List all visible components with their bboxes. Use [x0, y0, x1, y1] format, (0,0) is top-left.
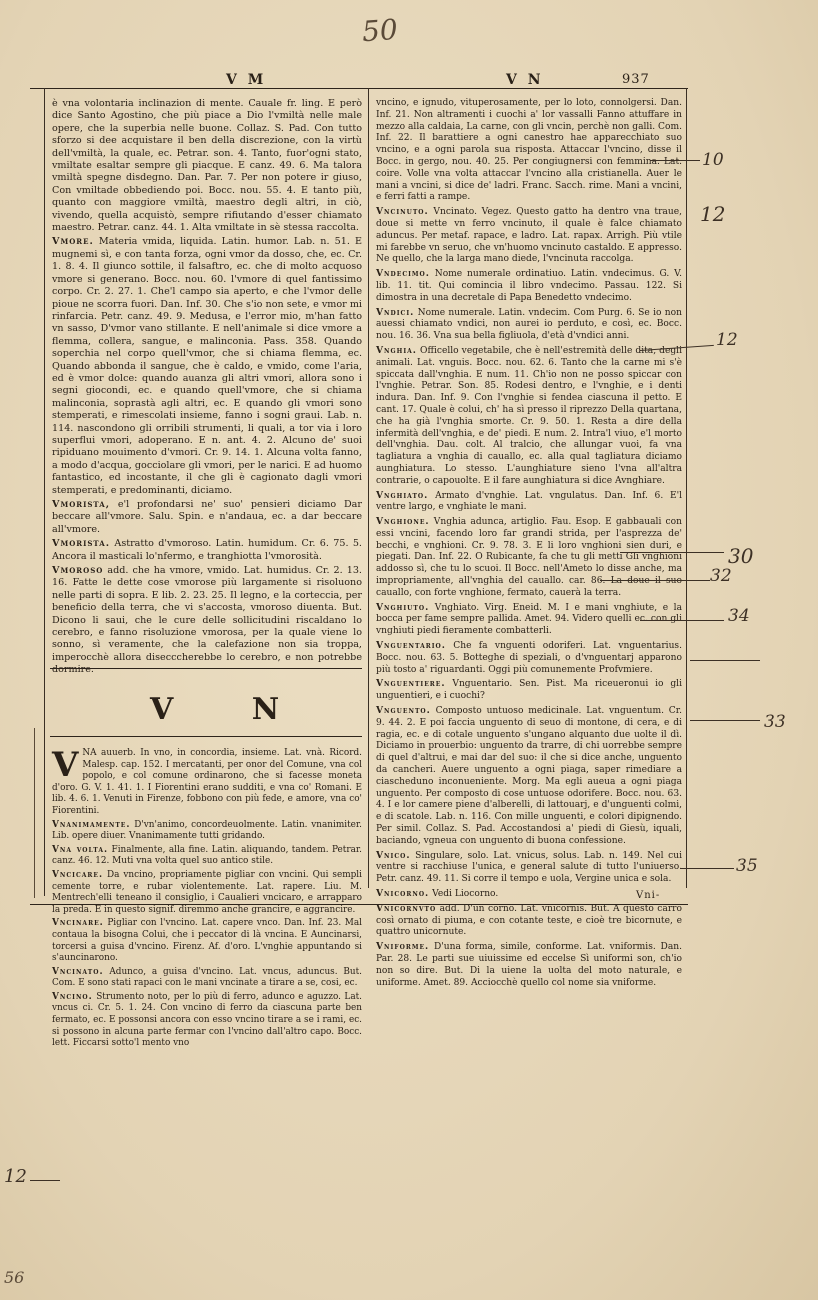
section-rule-bottom [50, 736, 362, 737]
margin-note: 30 [728, 544, 754, 568]
headword: Vnicornvto [376, 902, 437, 914]
entry [52, 745, 362, 818]
entry-text: Da vncino, propriamente pigliar con vncini. Qui sempli cemente torre, e rubar violentemente. Lat. rapere. Liu. M. Mentrech'elli teneano il consiglio, i Caualieri vncicaro, e arrapparo la preda. E in questo signif. diremmo anche grancire, e aggrancire. [52, 869, 362, 915]
left-frame-rule [44, 88, 45, 896]
headword: Vnghione. [376, 516, 430, 528]
headword: Vndici. [376, 306, 415, 318]
entry-text: Materia vmida, liquida. Latin. humor. Lab. n. 51. E mugnemi sì, e con tanta forza, ogni vmor da dosso, che, ec. Cr. 1. 8. 4. Il giunco sottile, il falsaftro, ec. che di molto acquoso vmore si generano. Bocc. nou. 60. l'vmore di quel fantissimo corpo. Cr. 2. 27. 1. Che'l campo sia aperto, e che l'vmor delle pioue ne scorra fuori. Dan. Inf. 30. Che s'io non sete, e vmor mi rinfarcia. Petr. canz. 49. 9. Medusa, e l'error mio, m'han fatto vn sasso, D'vmor vano stillante. E nell'animale si dice vmore a flemma, collera, sangue, e malinconia. Pass. 358. Quando soperchia nel corpo quell'vmor, che si chiama flemma, ec. Quando abbonda il sangue, che è caldo, e vmido, come l'aria, ed è vmor dolce: quando auanza gli altri vmori, allora sono i segni giocondi, ec. e quando quell'vmore, che si chiama malinconia, soprastà agli altri, ec. E quando gli vmori sono stemperati, e rimescolati insieme, fanno i sogni graui. Lab. n. 114. nascondono gli orribili strumenti, li quali, a tor via i loro superflui vmori, adoperano. E n. ant. 4. 2. Alcuno de' suoi ripiduano mouimento d'vmori. Cr. 9. 14. 1. Alcuna volta fanno, a modo d'acqua, gocciolare gli vmori, per le narici. E ad huomo fantastico, ed incostante, il che gli è cagionato dagli vmori stemperati, e predominanti, diciamo. [52, 236, 362, 496]
entry [52, 845, 362, 868]
entry [52, 918, 362, 964]
entry-text: vncino, e ignudo, vituperosamente, per lo loto, connolgersi. Dan. Inf. 21. Non altramenti i cuochi a' lor vassalli Fanno attuffare in mezzo alla caldaia, La carne, con gli vncin, perchè non galli. Com. Inf. 22. Il barattiere a ogni canestro hae apparecchiato suo vncino, e a ogni parola sua risposta. Attaccar l'vncino, disse il Bocc. in gergo, nou. 40. 25. Per congiugnersi con femmina. Lat. coire. Volle vna volta attaccar l'vncino alla cristianella. Auer le mani a vncini, si dice de' ladri. Franc. Sacch. rime. Mani a vncini, e ferri fatti a rampe. [376, 98, 682, 203]
entry-text: add. D'un corno. Lat. vnicornis. But. A questo carro così ornato di piuma, e con cotante teste, e cioè tre bicornute, e quattro unicornute. [376, 903, 682, 938]
entry [52, 967, 362, 990]
entry-text: D'una forma, simile, conforme. Lat. vniformis. Dan. Par. 28. Le parti sue uiuissime ed eccelse Sì uniformi son, ch'io non so dire. But. Di la uiene la uolta del moto naturale, e uniforme. Amet. 89. Acciocchè quello col nome sia vniforme. [376, 942, 682, 988]
headword: Vnguentiere. [376, 678, 446, 690]
section-rule-top [50, 668, 362, 669]
headword: Vnghia. [376, 344, 417, 356]
margin-pointer-line [640, 620, 724, 621]
margin-note: 12 [716, 330, 738, 350]
entry-text: e'l profondarsi ne' suo' pensieri diciamo Dar beccare all'vmore. Salu. Spin. e n'andaua, ec. a dar beccare all'vmore. [52, 499, 362, 535]
entry [52, 499, 362, 536]
entry [52, 820, 362, 843]
right-frame-rule [686, 88, 687, 888]
entry-text: Pigliar con l'vncino. Lat. capere vnco. Dan. Inf. 23. Mal contaua la bisogna Colui, che i peccator di là vncina. E Auncinarsi, torcersi a guisa d'vncino. Firenz. Af. d'oro. L'vnghie appuntando si s'auncinarono. [52, 918, 362, 964]
running-head-middle: V N [506, 72, 544, 88]
entry [376, 678, 682, 703]
margin-note: 33 [764, 712, 786, 732]
entry-text: Astratto d'vmoroso. Latin. humidum. Cr. 6. 75. 5. Ancora il masticali lo'nfermo, e tranghiotta l'vmorosità. [52, 538, 362, 562]
entry-text: Nome numerale. Latin. vndecim. Com Purg. 6. Se io non auessi chiamato vndici, non aurei io perduto, e così, ec. Bocc. nou. 16. 36. Vna sua bella figliuola, d'età d'vndici anni. [376, 307, 682, 342]
entry [376, 98, 682, 204]
entry [52, 992, 362, 1050]
headword: Vmorista, [52, 499, 111, 510]
entry [376, 903, 682, 939]
entry [376, 941, 682, 989]
entry [376, 516, 682, 600]
headword: Vna volta. [52, 844, 109, 855]
headword: Vmoroso [52, 565, 104, 577]
headword: Vnguentario. [376, 640, 446, 652]
footer-rule [30, 904, 688, 905]
entry-text: Armato d'vnghie. Lat. vngulatus. Dan. Inf. 6. E'l ventre largo, e vnghiate le mani. [376, 490, 682, 513]
entry [376, 640, 682, 676]
margin-note: 32 [710, 566, 732, 586]
entry [376, 307, 682, 343]
headword: Vncinato. [52, 966, 104, 977]
entry-text: Singulare, solo. Lat. vnicus, solus. Lab. n. 149. Nel cui ventre si racchiuse l'unica, e general salute di tutto l'uniuerso. Petr. canz. 49. 11. Si corre il tempo e uola, Vergine unica e sola. [376, 850, 682, 885]
entry [376, 705, 682, 848]
margin-pointer-line [600, 580, 710, 581]
entry-text: NA auuerb. In vno, in concordia, insieme. Lat. vnà. Ricord. Malesp. cap. 152. I mercatanti, per onor del Comune, vna col popolo, e col comune ordinarono, che si facesse moneta d'oro. G. V. 1. 41. 1. I Fiorentini erano sudditi, e vna co' Romani. E lib. 4. 6. 1. Venuti in Firenze, fobbono con più fede, e amore, vna co' Fiorentini. [52, 748, 362, 816]
page-number: 937 [622, 72, 650, 87]
headword: Vmore. [52, 236, 94, 248]
margin-note: 12 [4, 1166, 27, 1187]
entry [376, 490, 682, 515]
entry [52, 98, 362, 234]
entry [52, 538, 362, 563]
margin-pointer-line [690, 660, 760, 661]
catchword: Vni- [636, 890, 661, 901]
entry-text: add. che ha vmore, vmido. Lat. humidus. Cr. 2. 13. 16. Fatte le dette cose vmorose più largamente si risoluono nelle parti di sopra. E lib. 2. 23. 25. Il legno, e la corteccia, per beneficio della terra, che vi s'accosta, vmoroso diuenta. But. Dicono li saui, che le cure delle sollicitudini riscaldano lo cerebro, e fanno risoluzione vmorosa, per la quale viene lo sonno, sì veramente, che la calefazione non sia troppa, imperocchè allora disecccherebbe lo cerebro, e non potrebbe dormire. [52, 565, 362, 676]
margin-note: 35 [736, 856, 758, 876]
entry-text: è vna volontaria inclinazion di mente. Cauale fr. ling. E però dice Santo Agostino, che più piace a Dio l'vmiltà nelle male opere, che la superbia nelle buone. Collaz. S. Pad. Con tutto sforzo si dee acquistare il ben della discrezione, con la virtù dell'vmiltà, la quale, ec. Petrar. son. 4. Tanto, fuor'ogni stato, vmiltate esaltar sempre gli piacque. E canz. 49. 6. Ma talora vmiltà spegne disdegno. Dan. Par. 7. Per non potere ir giuso, Con vmiltade obbediendo poi. Bocc. nou. 55. 4. E tanto più, quanto con maggiore vmiltà, maestro degli altri, in ciò, vivendo, quella acquistò, sempre rifiutando d'esser chiamato maestro. Petrar. canz. 44. 1. Alta vmiltate in sè stessa raccolta. [52, 98, 362, 234]
entry [376, 850, 682, 886]
left-column [52, 98, 362, 679]
entry-text: Che fa vnguenti odoriferi. Lat. vnguentarius. Bocc. nou. 63. 5. Botteghe di speziali, o d'vnguentarj apparono più tosto a' riguardanti. Oggi più comunemente Profvmiere. [376, 641, 682, 675]
headword: Vniforme. [376, 941, 430, 953]
headword: Vncinuto. [376, 206, 429, 218]
headword: Vnghiato. [376, 489, 429, 501]
entry [376, 345, 682, 488]
entry-text: D'vn'animo, concordeuolmente. Latin. vnanimiter. Lib. opere diuer. Vnanimamente tutti gridando. [52, 819, 362, 842]
entry [52, 236, 362, 497]
manuscript-page-number: 56 [4, 1268, 25, 1287]
entry [376, 602, 682, 638]
entry-text: Vnghiato. Virg. Eneid. M. I e mani vnghiute, e la bocca per fame sempre pallida. Amet. 94. Videro quelli ec. con gli vnghiuti piedi fieramente combatterli. [376, 602, 682, 637]
entry-text: Vnguentario. Sen. Pist. Ma riceueronui io gli unguentieri, e i cuochi? [376, 679, 682, 702]
margin-note: 10 [702, 150, 724, 170]
headword: Vncino. [52, 991, 93, 1002]
section-title: V N [150, 692, 314, 727]
drop-capital: V [52, 745, 79, 785]
entry-text: Vncinato. Vegez. Questo gatto ha dentro vna traue, doue si mette vn ferro vncinuto, il quale è falce chiamato aduncus. Per metaf. rapace, e ladro. Lat. rapax. Arrigh. Più vtile mi farebbe vn seruo, che vn'huomo vncinuto castaldo. E appresso. Ne quello, che la larga mano diede, l'vncinuta raccolga. [376, 207, 682, 265]
entry-text: Strumento noto, per lo più di ferro, adunco e aguzzo. Lat. vncus ci. Cr. 5. 1. 24. Con vncino di ferro da ciascuna parte ben fermato, ec. E possonsi ancora con esso vncino tirare a se i rami, ec. si possono in alcuna parte fermar con l'vncino dall'altro capo. Bocc. lett. Ficcarsi sotto'l mento vno [52, 991, 363, 1049]
headword: Vmorista. [52, 538, 111, 550]
headword: Vncinare. [52, 918, 104, 929]
manuscript-folio-mark: 50 [360, 12, 399, 49]
entry-text: Nome numerale ordinatiuo. Latin. vndecimus. G. V. lib. 11. tit. Qui comincia il libro vndecimo. Passau. 122. Si dimostra in una decretale di Papa Benedetto vndecimo. [376, 269, 682, 303]
margin-pointer-line [650, 160, 700, 161]
margin-note: 12 [700, 202, 726, 226]
headword: Vnghiuto. [376, 601, 430, 613]
entry-text: Vedi Liocorno. [432, 889, 499, 899]
right-column [376, 98, 682, 991]
margin-pointer-line [690, 720, 760, 721]
running-head-left: V M [226, 72, 267, 88]
headword: Vnanimamente. [52, 819, 131, 830]
entry [376, 206, 682, 266]
headword: Vnicorno. [376, 888, 430, 899]
header-rule [30, 88, 688, 89]
headword: Vncicare. [52, 869, 104, 880]
left-column-section [52, 745, 363, 1052]
entry-text: Vnghia adunca, artiglio. Fau. Esop. E gabbauali con essi vncini, facendo loro far grandi strida, per l'asprezza de' becchi, e vnghioni. Cr. 9. 78. 3. E li loro vnghioni sien duri, e piegati. Dan. Inf. 22. O Rubicante, fa che tu gli metti Gli vnghioni addosso sì, che tu lo scuoi. Il Bocc. nell'Ameto lo disse anche, ma impropriamente, all'vnghia del cauallo. car. 86. La doue il suo cauallo, con forte vnghione, fermato, cauerà la terra. [376, 517, 682, 598]
column-divider [368, 88, 369, 888]
entry-text: Officello vegetabile, che è nell'estremità delle dita, degli animali. Lat. vnguis. Bocc. nou. 62. 6. Tanto che la carne mi s'è spiccata dall'vnghia. E num. 11. Ch'io non ne posso spiccar con l'vnghie. Petrar. Son. 85. Rodesi dentro, e l'vnghie, e i denti indura. Dan. Inf. 9. Con l'vnghie si fendea ciascuna il petto. E cant. 17. Quale è colui, ch' ha sì presso il riprezzo Della quartana, che ha già l'vnghia smorte. Cr. 9. 50. 1. Resta a dire della infermità dell'vnghia, e de' piedi. E num. 2. Intra'l viuo, e'l morto dell'vnghia. Dau. colt. Al tralcio, che allungar vuoi, fa vna tagliatura a vnghia di cauallo, ec. alla qual tagliatura diciamo aunghiatura. Lo stesso. L'aunghiature sieno l'vna all'altra contrarie, o capouolte. E il fare aunghiatura si dice Avnghiare. [376, 345, 682, 486]
entry-text: Composto untuoso medicinale. Lat. vnguentum. Cr. 9. 44. 2. E poi faccia unguento di seuo di montone, di cera, e di ragia, ec. e di cotale unguento s'ungano alquanto due uolte il dì. Diciamo in prouerbio: unguento da trarre, di chi uorrebbe sempre di quel d'altrui, e mai dar del suo: il che si dice anche, unguento da cancheri. Auere unguento a ogni piaga, saper rimediare a ciascheduno inconueniente. Morg. Ma egli aueua a ogni piaga unguento. Per composto di cose untuose odorifere. Bocc. nou. 63. 4. I e lor camere piene d'alberelli, di lattouarj, e d'unguenti colmi, e di scatole. Lab. n. 116. Con mille unguenti, e colori dipignendo. Per simil. Collaz. S. Pad. Accostandosi a' piedi di Giesù, iquali, baciando, vgneua con unguento di buona confessione. [376, 706, 682, 846]
entry-text: Finalmente, alla fine. Latin. aliquando, tandem. Petrar. canz. 46. 12. Muti vna volta quel suo antico stile. [52, 844, 362, 867]
entry [52, 565, 362, 677]
margin-pointer-line [620, 552, 724, 553]
entry [52, 870, 362, 916]
margin-pointer-line [680, 868, 734, 869]
headword: Vnico. [376, 849, 411, 861]
margin-bracket [34, 728, 41, 898]
margin-pointer-line [30, 1180, 60, 1181]
entry-text: Adunco, a guisa d'vncino. Lat. vncus, aduncus. But. Com. E sono stati rapaci con le mani vncinate a tirare a se, cosi, ec. [52, 966, 362, 989]
headword: Vndecimo. [376, 268, 430, 280]
entry [376, 268, 682, 304]
margin-note: 34 [728, 606, 750, 626]
headword: Vnguento. [376, 705, 431, 717]
